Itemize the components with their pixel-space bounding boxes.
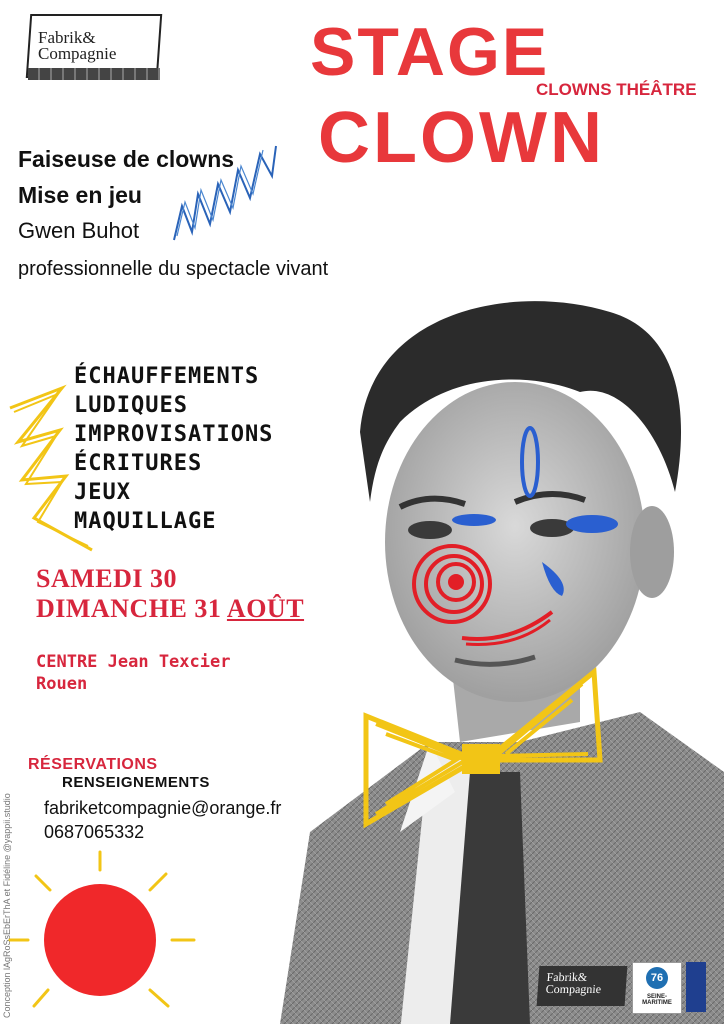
information-heading: RENSEIGNEMENTS [62,774,210,791]
red-sun-graphic [0,840,220,1024]
title-clown: CLOWN [318,98,605,178]
logo-line-2: Compagnie [38,44,117,63]
seine-maritime-number: 76 [646,967,668,989]
logo-text [38,30,116,62]
venue-city: Rouen [36,674,88,694]
seine-maritime-text: SEINE-MARITIME [642,994,672,1006]
intro-role: Faiseuse de clowns [18,146,235,172]
subtitle: CLOWNS THÉÂTRE [536,80,697,99]
seine-maritime-logo [632,962,682,1014]
list-item: ÉCHAUFFEMENTS [74,364,260,389]
list-item: ÉCRITURES [74,451,203,476]
activities-list [74,362,273,536]
list-item: IMPROVISATIONS [74,422,274,447]
contact-phone[interactable]: 0687065332 [44,822,145,842]
intro-description: professionnelle du spectacle vivant [18,258,329,280]
fabrik-compagnie-logo-small [537,966,628,1006]
blue-zigzag-scribble [168,136,280,248]
fabrik-compagnie-logo [28,14,160,78]
intro-name: Gwen Buhot [18,218,140,243]
date-sunday [36,594,304,624]
rouen-logo [686,962,706,1012]
partner-logo-text: Fabrik& Compagnie [545,970,602,996]
contact-email[interactable]: fabriketcompagnie@orange.fr [44,798,282,818]
date-month: AOÛT [226,594,305,623]
design-credit: Conception lAgRoSsEbErThA et Fidéline @yappii.studio [2,793,12,1018]
venue-name: CENTRE Jean Texcier [36,652,231,672]
list-item: MAQUILLAGE [74,509,217,534]
date-saturday: SAMEDI 30 [36,564,178,593]
intro-subrole: Mise en jeu [18,182,142,208]
list-item: LUDIQUES [74,393,188,418]
list-item: JEUX [74,480,131,505]
portrait-photo [280,272,724,1024]
logo-line-1: Fabrik& [38,28,96,47]
logo-stage-planks [28,68,160,80]
reservations-heading: RÉSERVATIONS [28,756,158,773]
date-sunday-label: DIMANCHE 31 [36,594,222,623]
title-stage: STAGE [310,14,550,90]
yellow-bowtie-scribble [356,664,606,834]
